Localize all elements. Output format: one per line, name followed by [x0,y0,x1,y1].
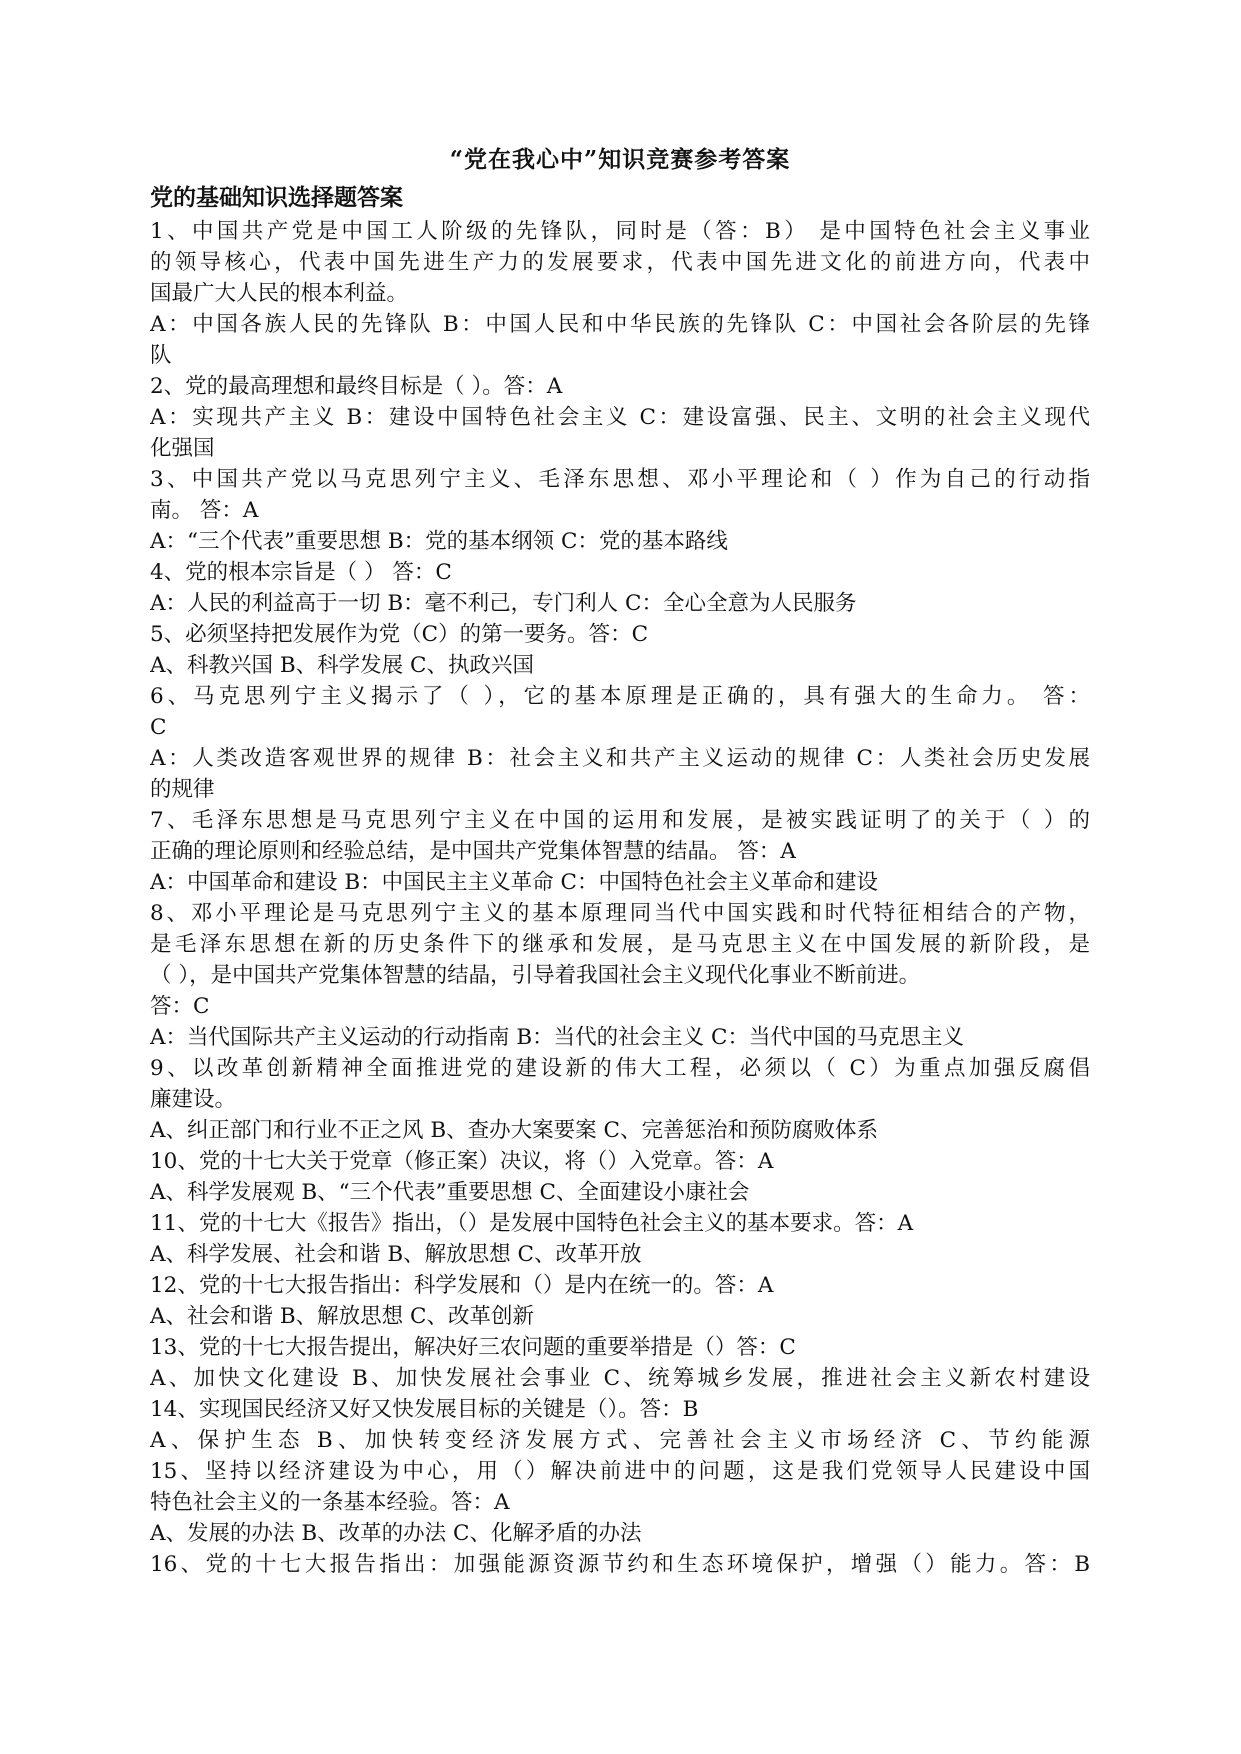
text-line: 廉建设。 [150,1087,237,1112]
text-line: 14、实现国民经济又好又快发展目标的关键是（）。答：B [150,1397,699,1422]
text-line: 10、党的十七大关于党章（修正案）决议，将（）入党章。答：A [150,1149,774,1174]
text-line: 的规律 [150,777,215,802]
text-line: 国最广大人民的根本利益。 [150,281,409,306]
text-line: 队 [150,343,172,368]
text-line: 是毛泽东思想在新的历史条件下的继承和发展，是马克思主义在中国发展的新阶段，是 [150,932,1090,957]
text-line: A：中国各族人民的先锋队 B：中国人民和中华民族的先锋队 C：中国社会各阶层的先锋 [150,312,1090,337]
text-line: A：实现共产主义 B：建设中国特色社会主义 C：建设富强、民主、文明的社会主义现代 [150,405,1090,430]
text-line: 9、以改革创新精神全面推进党的建设新的伟大工程，必须以（ C）为重点加强反腐倡 [150,1056,1090,1081]
text-line: A：“三个代表”重要思想 B：党的基本纲领 C：党的基本路线 [150,529,728,554]
text-line: 7、毛泽东思想是马克思列宁主义在中国的运用和发展，是被实践证明了的关于（ ）的 [150,808,1090,833]
text-line: 12、党的十七大报告指出：科学发展和（）是内在统一的。答：A [150,1273,774,1298]
text-line: 8、邓小平理论是马克思列宁主义的基本原理同当代中国实践和时代特征相结合的产物， [150,901,1090,926]
answer-list [150,216,1090,1580]
text-line: A：中国革命和建设 B：中国民主主义革命 C：中国特色社会主义革命和建设 [150,870,878,895]
document-page [150,140,1090,1580]
text-line: 5、必须坚持把发展作为党（C）的第一要务。答：C [150,622,649,647]
text-line: A：人类改造客观世界的规律 B：社会主义和共产主义运动的规律 C：人类社会历史发展 [150,746,1090,771]
text-line: 正确的理论原则和经验总结，是中国共产党集体智慧的结晶。 答：A [150,839,796,864]
text-line: 1、中国共产党是中国工人阶级的先锋队，同时是（答：B） 是中国特色社会主义事业 [150,219,1090,244]
text-line: 2、党的最高理想和最终目标是（ ）。答：A [150,374,563,399]
text-line: A、科教兴国 B、科学发展 C、执政兴国 [150,653,534,678]
text-line: 4、党的根本宗旨是（ ） 答：C [150,560,452,585]
section-heading: 党的基础知识选择题答案 [150,184,403,211]
text-line: A：人民的利益高于一切 B：毫不利己，专门利人 C：全心全意为人民服务 [150,591,857,616]
text-line: 化强国 [150,436,215,461]
text-line: A、科学发展、社会和谐 B、解放思想 C、改革开放 [150,1242,642,1267]
text-line: A、社会和谐 B、解放思想 C、改革创新 [150,1304,534,1329]
text-line: A、加快文化建设 B、加快发展社会事业 C、统筹城乡发展，推进社会主义新农村建设 [150,1366,1090,1391]
text-line: A、保护生态 B、加快转变经济发展方式、完善社会主义市场经济 C、节约能源 [150,1428,1090,1453]
text-line: 11、党的十七大《报告》指出，（）是发展中国特色社会主义的基本要求。答：A [150,1211,914,1236]
text-line: A：当代国际共产主义运动的行动指南 B：当代的社会主义 C：当代中国的马克思主义 [150,1025,964,1050]
text-line: 答：C [150,994,210,1019]
text-line: 6、马克思列宁主义揭示了（ ），它的基本原理是正确的，具有强大的生命力。 答： [150,684,1090,709]
text-line: 南。 答：A [150,498,259,523]
text-line: A、发展的办法 B、改革的办法 C、化解矛盾的办法 [150,1521,642,1546]
text-line: 13、党的十七大报告提出，解决好三农问题的重要举措是（）答：C [150,1335,796,1360]
text-line: 特色社会主义的一条基本经验。答：A [150,1490,510,1515]
text-line: （ ），是中国共产党集体智慧的结晶，引导着我国社会主义现代化事业不断前进。 [150,963,921,988]
text-line: A、纠正部门和行业不正之风 B、查办大案要案 C、完善惩治和预防腐败体系 [150,1118,878,1143]
text-line: 的领导核心，代表中国先进生产力的发展要求，代表中国先进文化的前进方向，代表中 [150,250,1090,275]
document-title: “党在我心中”知识竞赛参考答案 [449,146,791,173]
text-line: 15、坚持以经济建设为中心，用（）解决前进中的问题，这是我们党领导人民建设中国 [150,1459,1090,1484]
text-line: A、科学发展观 B、“三个代表”重要思想 C、全面建设小康社会 [150,1180,750,1205]
text-line: 16、党的十七大报告指出：加强能源资源节约和生态环境保护，增强（）能力。答：B [150,1552,1090,1577]
text-line: 3、中国共产党以马克思列宁主义、毛泽东思想、邓小平理论和（ ）作为自己的行动指 [150,467,1090,492]
text-line: C [150,715,167,740]
